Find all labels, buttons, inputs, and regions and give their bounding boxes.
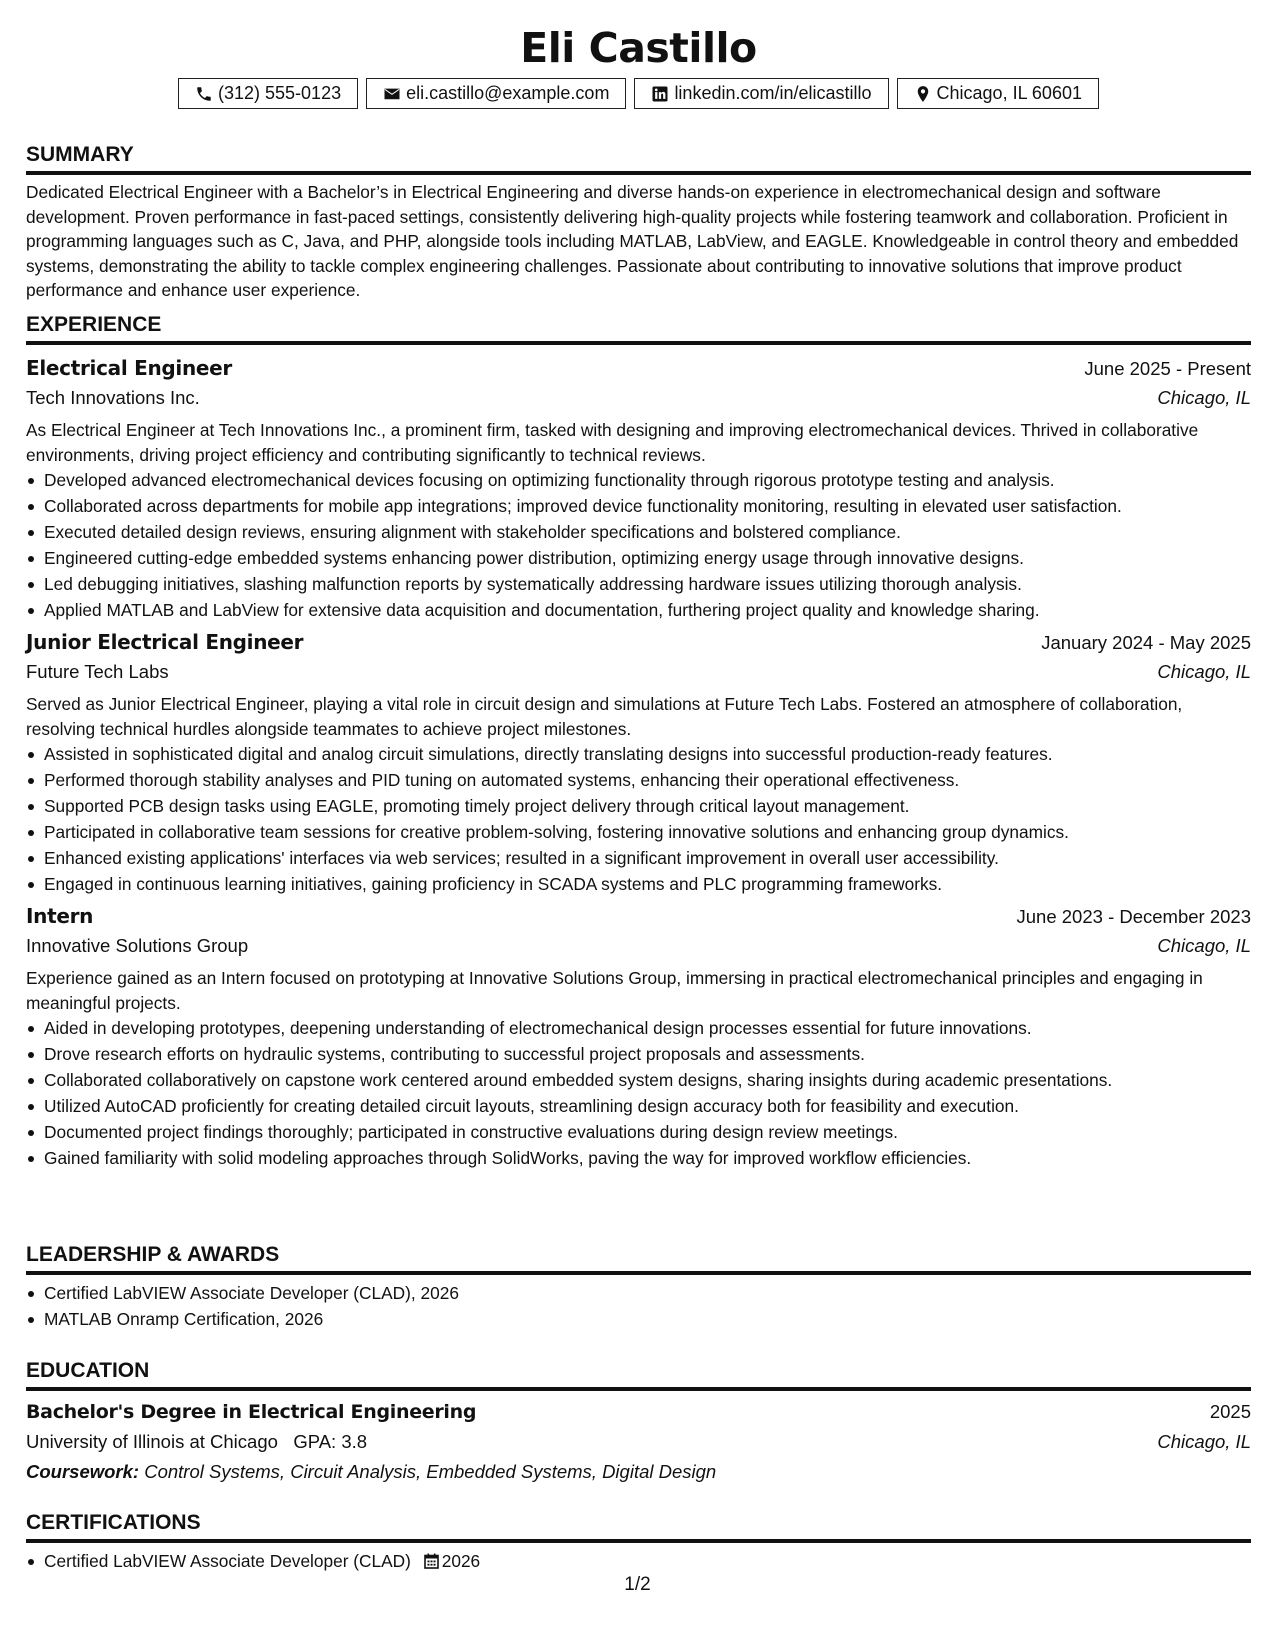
job-bullets [26, 1015, 1251, 1171]
bullet-item: Performed thorough stability analyses and PID tuning on automated systems, enhancing their operational effectiveness. [26, 767, 1251, 793]
graduation-year: 2025 [1209, 1401, 1251, 1422]
job-location: Chicago, IL [1157, 935, 1251, 956]
envelope-icon [383, 85, 401, 103]
job-bullets [26, 467, 1251, 623]
contact-bar [26, 78, 1251, 109]
coursework [26, 1457, 1251, 1487]
school-info [26, 1427, 367, 1457]
calendar-icon [424, 1550, 439, 1576]
bullet-item: Led debugging initiatives, slashing malfunction reports by systematically addressing hardware issues utilizing thorough analysis. [26, 571, 1251, 597]
school-name: University of Illinois at Chicago [26, 1431, 278, 1452]
company-name: Tech Innovations Inc. [26, 387, 200, 408]
section-title-leadership: LEADERSHIP & AWARDS [26, 1241, 1251, 1275]
job-dates: January 2024 - May 2025 [1041, 632, 1251, 653]
job-location: Chicago, IL [1157, 387, 1251, 408]
job-title: Intern [26, 904, 94, 928]
coursework-list: Control Systems, Circuit Analysis, Embedded Systems, Digital Design [144, 1461, 717, 1482]
education-section [26, 1357, 1251, 1487]
job-description: Served as Junior Electrical Engineer, playing a vital role in circuit design and simulations at Future Tech Labs. Fostered an atmosphere of collaboration, resolving technical hurdles alongside teammates to achieve project milestones. [26, 694, 1183, 739]
bullet-item: Documented project findings thoroughly; participated in constructive evaluations during design review meetings. [26, 1119, 1251, 1145]
job-title: Junior Electrical Engineer [26, 630, 304, 654]
job-title: Electrical Engineer [26, 356, 232, 380]
linkedin-icon [651, 85, 669, 103]
degree-name: Bachelor's Degree in Electrical Engineering [26, 1401, 477, 1423]
bullet-item: Enhanced existing applications' interfaces via web services; resulted in a significant improvement in overall user accessibility. [26, 845, 1251, 871]
contact-location[interactable] [897, 78, 1099, 109]
bullet-item: Developed advanced electromechanical devices focusing on optimizing functionality through rigorous prototype testing and analysis. [26, 467, 1251, 493]
job-dates: June 2023 - December 2023 [1016, 906, 1251, 927]
page-number: 1/2 [624, 1574, 651, 1595]
summary-section [26, 141, 1251, 303]
location-text: Chicago, IL 60601 [936, 83, 1082, 103]
award-item: MATLAB Onramp Certification, 2026 [26, 1306, 1251, 1332]
job-description: Experience gained as an Intern focused on prototyping at Innovative Solutions Group, immersing in practical electromechanical principles and engaging in meaningful projects. [26, 968, 1203, 1013]
gpa: GPA: 3.8 [293, 1431, 368, 1452]
job-bullets [26, 741, 1251, 897]
phone-text: (312) 555-0123 [218, 83, 342, 103]
bullet-item: Executed detailed design reviews, ensuring alignment with stakeholder specifications and bolstered compliance. [26, 519, 1251, 545]
section-title-experience: EXPERIENCE [26, 311, 1251, 345]
leadership-section [26, 1241, 1251, 1332]
contact-email[interactable] [366, 78, 626, 109]
candidate-name: Eli Castillo [520, 24, 757, 72]
bullet-item: Participated in collaborative team sessions for creative problem-solving, fostering innovative solutions and enhancing group dynamics. [26, 819, 1251, 845]
job-entry [26, 901, 1251, 1171]
bullet-item: Supported PCB design tasks using EAGLE, promoting timely project delivery through critical layout management. [26, 793, 1251, 819]
certification-list [26, 1548, 1251, 1576]
contact-linkedin[interactable] [634, 78, 888, 109]
linkedin-text: linkedin.com/in/elicastillo [674, 83, 872, 103]
job-description: As Electrical Engineer at Tech Innovations Inc., a prominent firm, tasked with designing and improving electromechanical devices. Thrived in collaborative environments, driving project efficiency and contributing significantly to technical reviews. [26, 420, 1199, 465]
bullet-item: Collaborated across departments for mobile app integrations; improved device functionality monitoring, resulting in elevated user satisfaction. [26, 493, 1251, 519]
bullet-item: Engineered cutting-edge embedded systems enhancing power distribution, optimizing energy usage through innovative designs. [26, 545, 1251, 571]
job-entry [26, 627, 1251, 897]
certification-year: 2026 [441, 1551, 481, 1571]
company-name: Future Tech Labs [26, 661, 169, 682]
summary-text: Dedicated Electrical Engineer with a Bachelor’s in Electrical Engineering and diverse hands-on experience in electromechanical design and software development. Proven performance in fast-paced settings, consistently delivering high-quality projects while fostering teamwork and collaboration. Proficient in programming languages such as C, Java, and PHP, alongside tools including MATLAB, LabView, and EAGLE. Knowledgeable in control theory and embedded systems, demonstrating the ability to tackle complex engineering challenges. Passionate about contributing to innovative solutions that improve product performance and enhance user experience. [26, 182, 1239, 300]
coursework-label: Coursework: [26, 1461, 140, 1482]
phone-icon [195, 85, 213, 103]
bullet-item: Collaborated collaboratively on capstone work centered around embedded system designs, sharing insights during academic presentations. [26, 1067, 1251, 1093]
resume-page [26, 0, 1251, 1571]
bullet-item: Utilized AutoCAD proficiently for creating detailed circuit layouts, streamlining design accuracy both for feasibility and execution. [26, 1093, 1251, 1119]
resume-header [26, 22, 1251, 109]
section-title-education: EDUCATION [26, 1357, 1251, 1391]
school-location: Chicago, IL [1157, 1431, 1251, 1452]
certifications-section [26, 1509, 1251, 1576]
experience-section [26, 311, 1251, 1171]
section-title-certifications: CERTIFICATIONS [26, 1509, 1251, 1543]
job-dates: June 2025 - Present [1084, 358, 1251, 379]
award-list [26, 1280, 1251, 1332]
bullet-item: Gained familiarity with solid modeling approaches through SolidWorks, paving the way for improved workflow efficiencies. [26, 1145, 1251, 1171]
email-text: eli.castillo@example.com [406, 83, 610, 103]
certification-name: Certified LabVIEW Associate Developer (CLAD) [44, 1551, 411, 1571]
bullet-item: Drove research efforts on hydraulic systems, contributing to successful project proposals and assessments. [26, 1041, 1251, 1067]
bullet-item: Assisted in sophisticated digital and analog circuit simulations, directly translating designs into successful production-ready features. [26, 741, 1251, 767]
company-name: Innovative Solutions Group [26, 935, 249, 956]
certification-item [26, 1548, 1251, 1576]
map-pin-icon [914, 85, 932, 103]
bullet-item: Engaged in continuous learning initiatives, gaining proficiency in SCADA systems and PLC programming frameworks. [26, 871, 1251, 897]
bullet-item: Applied MATLAB and LabView for extensive data acquisition and documentation, furthering project quality and knowledge sharing. [26, 597, 1251, 623]
job-location: Chicago, IL [1157, 661, 1251, 682]
section-title-summary: SUMMARY [26, 141, 1251, 175]
job-entry [26, 353, 1251, 623]
contact-phone[interactable] [178, 78, 358, 109]
bullet-item: Aided in developing prototypes, deepening understanding of electromechanical design processes essential for future innovations. [26, 1015, 1251, 1041]
award-item: Certified LabVIEW Associate Developer (CLAD), 2026 [26, 1280, 1251, 1306]
